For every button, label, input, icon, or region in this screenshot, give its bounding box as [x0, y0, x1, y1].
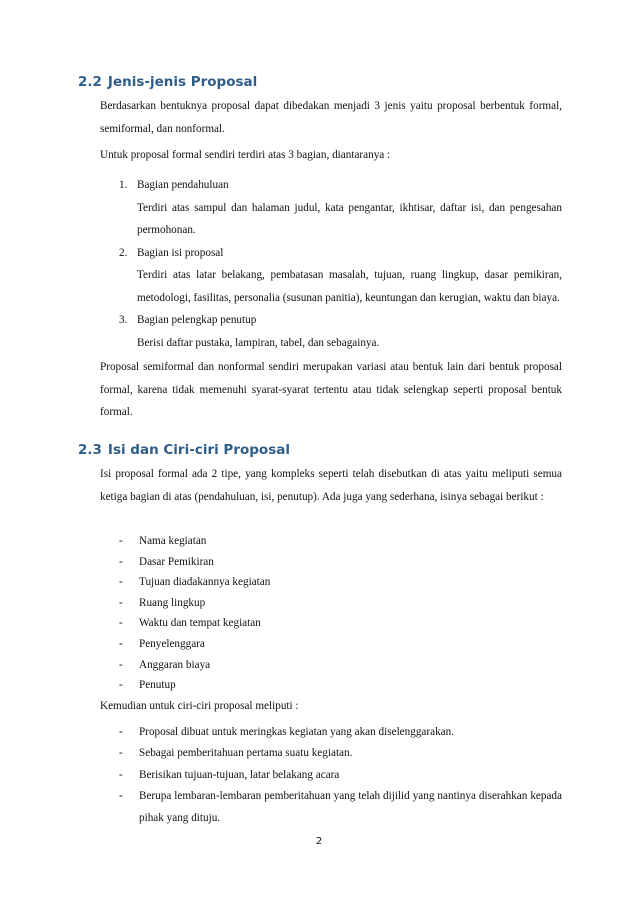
- section-heading-2-3: [78, 442, 290, 458]
- list-item: - Penyelenggara: [119, 634, 562, 655]
- list-number: 1.: [119, 179, 128, 191]
- list-item: [119, 242, 562, 310]
- list-item: - Berisikan tujuan-tujuan, latar belakang acara: [119, 765, 562, 786]
- list-item: - Anggaran biaya: [119, 655, 562, 676]
- list-item-description: Terdiri atas latar belakang, pembatasan masalah, tujuan, ruang lingkup, dasar pemikiran, metodologi, fasilitas, personalia (susunan panitia), keuntungan dan kerugian, waktu dan biaya.: [137, 269, 562, 304]
- list-item-description: Berisi daftar pustaka, lampiran, tabel, dan sebagainya.: [137, 336, 380, 349]
- list-item-description: Terdiri atas sampul dan halaman judul, kata pengantar, ikhtisar, daftar isi, dan pengesahan permohonan.: [137, 201, 562, 236]
- section-number: 2.3: [78, 442, 102, 458]
- paragraph-intro-2-2: Berdasarkan bentuknya proposal dapat dibedakan menjadi 3 jenis yaitu proposal berbentuk formal, semiformal, dan nonformal.: [100, 100, 562, 135]
- simple-contents-list: [119, 531, 562, 696]
- list-number: 3.: [119, 314, 128, 326]
- page-number: 2: [315, 836, 323, 847]
- paragraph-closing-2-2: Proposal semiformal dan nonformal sendiri merupakan variasi atau bentuk lain dari bentuk proposal formal, karena tidak memenuhi syarat-syarat tertentu atau tidak selengkap seperti proposal bentuk formal.: [100, 361, 562, 418]
- list-item: - Proposal dibuat untuk meringkas kegiatan yang akan diselenggarakan.: [119, 722, 562, 743]
- section-heading-2-2: [78, 74, 257, 90]
- list-item: - Sebagai pemberitahuan pertama suatu kegiatan.: [119, 743, 562, 764]
- list-item: - Nama kegiatan: [119, 531, 562, 552]
- list-item: - Dasar Pemikiran: [119, 552, 562, 573]
- section-number: 2.2: [78, 74, 102, 90]
- list-item: - Waktu dan tempat kegiatan: [119, 613, 562, 634]
- list-number: 2.: [119, 246, 128, 259]
- list-item: - Penutup: [119, 675, 562, 696]
- paragraph-formal-intro: Untuk proposal formal sendiri terdiri atas 3 bagian, diantaranya :: [100, 149, 391, 161]
- paragraph-intro-2-3: Isi proposal formal ada 2 tipe, yang kompleks seperti telah disebutkan di atas yaitu meliputi semua ketiga bagian di atas (pendahuluan, isi, penutup). Ada juga yang sederhana, isinya sebagai berikut :: [100, 468, 562, 503]
- list-item: [119, 309, 562, 354]
- list-item: - Berupa lembaran-lembaran pemberitahuan yang telah dijilid yang nantinya diserahkan kepada pihak yang dituju.: [119, 786, 562, 829]
- list-item: - Tujuan diadakannya kegiatan: [119, 572, 562, 593]
- traits-list: [119, 722, 562, 829]
- list-item: [119, 174, 562, 242]
- list-item-title: Bagian isi proposal: [137, 246, 224, 259]
- paragraph-traits-intro: Kemudian untuk ciri-ciri proposal meliputi :: [100, 700, 299, 712]
- list-item-title: Bagian pendahuluan: [137, 179, 229, 191]
- list-item-title: Bagian pelengkap penutup: [137, 314, 257, 326]
- list-item: - Ruang lingkup: [119, 593, 562, 614]
- formal-parts-list: [119, 174, 562, 354]
- section-title: Isi dan Ciri-ciri Proposal: [107, 442, 290, 458]
- section-title: Jenis-jenis Proposal: [107, 74, 258, 90]
